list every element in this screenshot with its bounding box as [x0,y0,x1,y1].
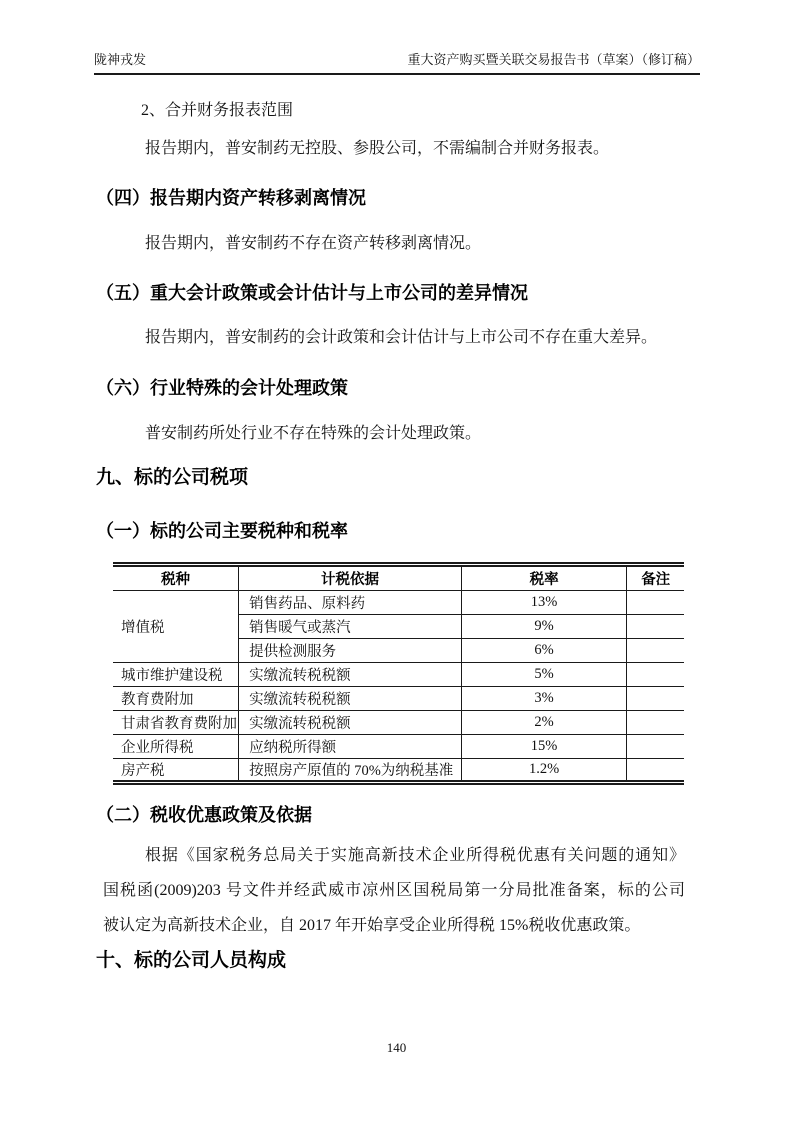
cell-note [627,591,684,615]
cell-rate: 5% [461,663,627,687]
table-row [113,711,684,735]
cell-rate: 9% [461,615,627,639]
cell-basis: 实缴流转税税额 [239,687,462,711]
heading-asset-transfer: （四）报告期内资产转移剥离情况 [96,188,366,208]
cell-basis: 应纳税所得额 [239,735,462,759]
cell-tax-type: 增值税 [113,591,239,663]
cell-rate: 3% [461,687,627,711]
heading-accounting-diff: （五）重大会计政策或会计估计与上市公司的差异情况 [96,283,528,303]
cell-note [627,663,684,687]
paragraph-merge-scope: 报告期内，普安制药无控股、参股公司，不需编制合并财务报表。 [145,140,610,157]
col-header-rate: 税率 [461,565,627,591]
heading-tax-types: （一）标的公司主要税种和税率 [96,521,348,541]
cell-note [627,735,684,759]
cell-rate: 13% [461,591,627,615]
table-row [113,735,684,759]
cell-basis: 按照房产原值的 70%为纳税基准 [239,759,462,783]
cell-tax-type: 城市维护建设税 [113,663,239,687]
cell-rate: 1.2% [461,759,627,783]
paragraph-industry-special: 普安制药所处行业不存在特殊的会计处理政策。 [145,425,482,442]
paragraph-line: 被认定为高新技术企业，自 2017 年开始享受企业所得税 15%税收优惠政策。 [103,917,641,934]
tax-rate-table [113,562,684,785]
cell-note [627,687,684,711]
header-report-title: 重大资产购买暨关联交易报告书（草案）（修订稿） [407,52,700,67]
heading-industry-special: （六）行业特殊的会计处理政策 [96,378,348,398]
paragraph-line: 国税函(2009)203 号文件并经武威市凉州区国税局第一分局批准备案，标的公司 [103,882,685,899]
cell-rate: 6% [461,639,627,663]
paragraph-line: 根据《国家税务总局关于实施高新技术企业所得税优惠有关问题的通知》 [145,847,685,864]
cell-note [627,711,684,735]
table-row [113,591,684,615]
cell-basis: 提供检测服务 [239,639,462,663]
cell-note [627,759,684,783]
cell-basis: 销售药品、原料药 [239,591,462,615]
page-header [94,52,700,75]
heading-merge-scope: 2、合并财务报表范围 [141,102,294,119]
col-header-tax-type: 税种 [113,565,239,591]
heading-chapter-ten: 十、标的公司人员构成 [96,950,287,971]
cell-basis: 实缴流转税税额 [239,711,462,735]
table-row [113,759,684,783]
cell-rate: 15% [461,735,627,759]
cell-note [627,639,684,663]
cell-tax-type: 房产税 [113,759,239,783]
col-header-note: 备注 [627,565,684,591]
heading-tax-incentive: （二）税收优惠政策及依据 [96,805,312,825]
paragraph-accounting-diff: 报告期内，普安制药的会计政策和会计估计与上市公司不存在重大差异。 [145,329,658,346]
table-header-row [113,565,684,591]
heading-chapter-nine: 九、标的公司税项 [96,467,249,488]
cell-tax-type: 甘肃省教育费附加 [113,711,239,735]
col-header-basis: 计税依据 [239,565,462,591]
cell-tax-type: 教育费附加 [113,687,239,711]
cell-basis: 实缴流转税税额 [239,663,462,687]
paragraph-asset-transfer: 报告期内，普安制药不存在资产转移剥离情况。 [145,235,482,252]
cell-basis: 销售暖气或蒸汽 [239,615,462,639]
header-company-name: 陇神戎发 [94,52,147,67]
page-number: 140 [386,1040,407,1055]
cell-rate: 2% [461,711,627,735]
cell-note [627,615,684,639]
paragraph-tax-incentive [103,838,685,943]
table-row [113,687,684,711]
cell-tax-type: 企业所得税 [113,735,239,759]
table-row [113,663,684,687]
